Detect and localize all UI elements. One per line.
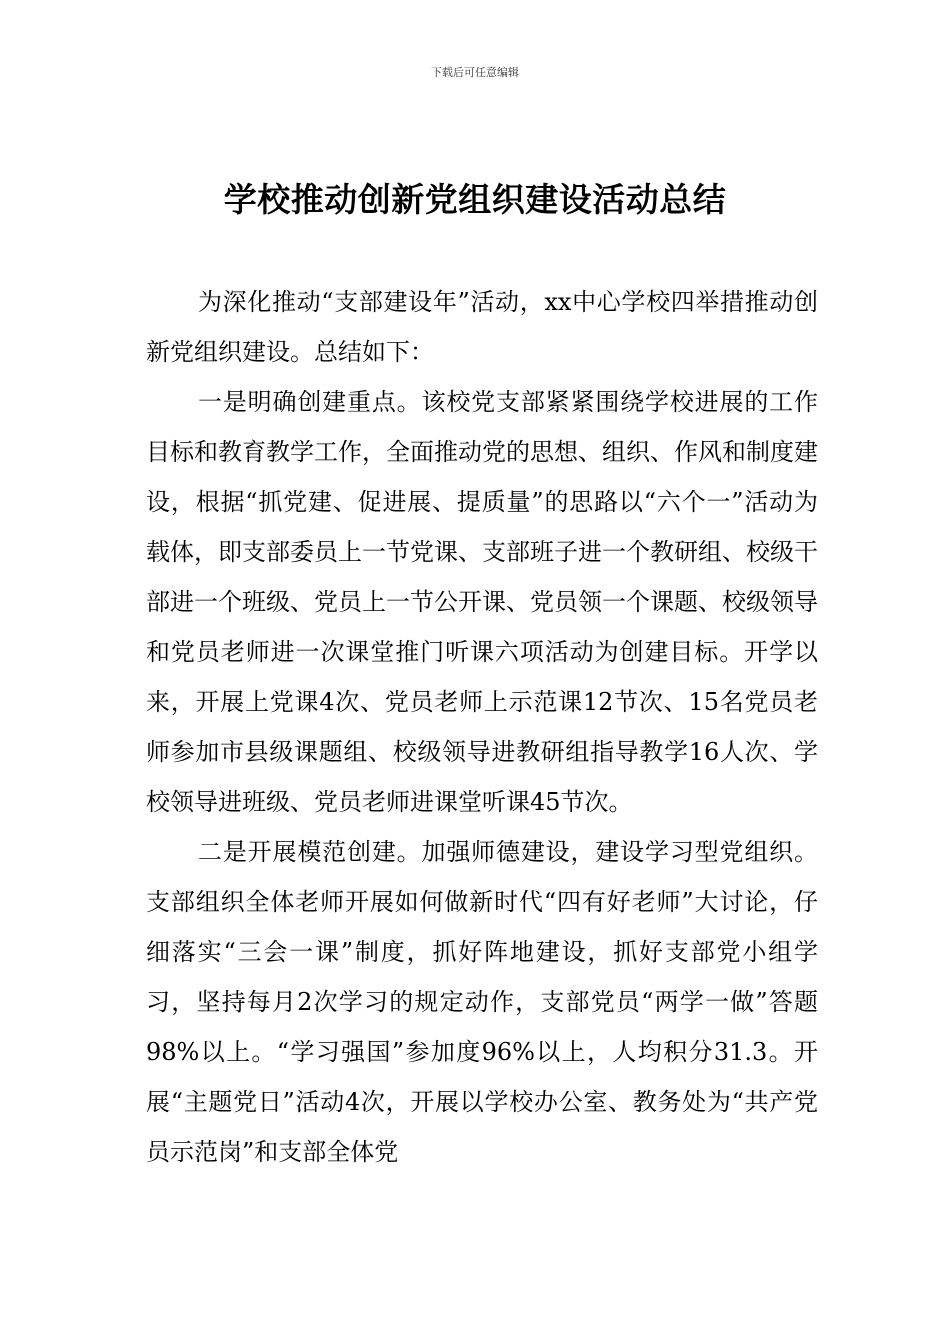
paragraph-first-measure: 一是明确创建重点。该校党支部紧紧围绕学校进展的工作目标和教育教学工作，全面推动党的思想、组织、作风和制度建设，根据“抓党建、促进展、提质量”的思路以“六个一”活动为载体，即支部委员上一节党课、支部班子进一个教研组、校级干部进一个班级、党员上一节公开课、党员领一个课题、校级领导和党员老师进一次课堂推门听课六项活动为创建目标。开学以来，开展上党课4次、党员老师上示范课12节次、15名党员老师参加市县级课题组、校级领导进教研组指导教学16人次、学校领导进班级、党员老师进课堂听课45节次。: [146, 388, 818, 816]
paragraph-intro: 为深化推动“支部建设年”活动，xx中心学校四举措推动创新党组织建设。总结如下：: [146, 288, 818, 366]
document-title: 学校推动创新党组织建设活动总结: [223, 180, 727, 219]
header-note: 下载后可任意编辑: [431, 66, 519, 79]
document-body: [146, 277, 818, 1177]
paragraph-second-measure: 二是开展模范创建。加强师德建设，建设学习型党组织。支部组织全体老师开展如何做新时代“四有好老师”大讨论，仔细落实“三会一课”制度，抓好阵地建设，抓好支部党小组学习，坚持每月2次学习的规定动作，支部党员“两学一做”答题98%以上。“学习强国”参加度96%以上，人均积分31.3。开展“主题党日”活动4次，开展以学校办公室、教务处为“共产党员示范岗”和支部全体党: [146, 838, 818, 1166]
